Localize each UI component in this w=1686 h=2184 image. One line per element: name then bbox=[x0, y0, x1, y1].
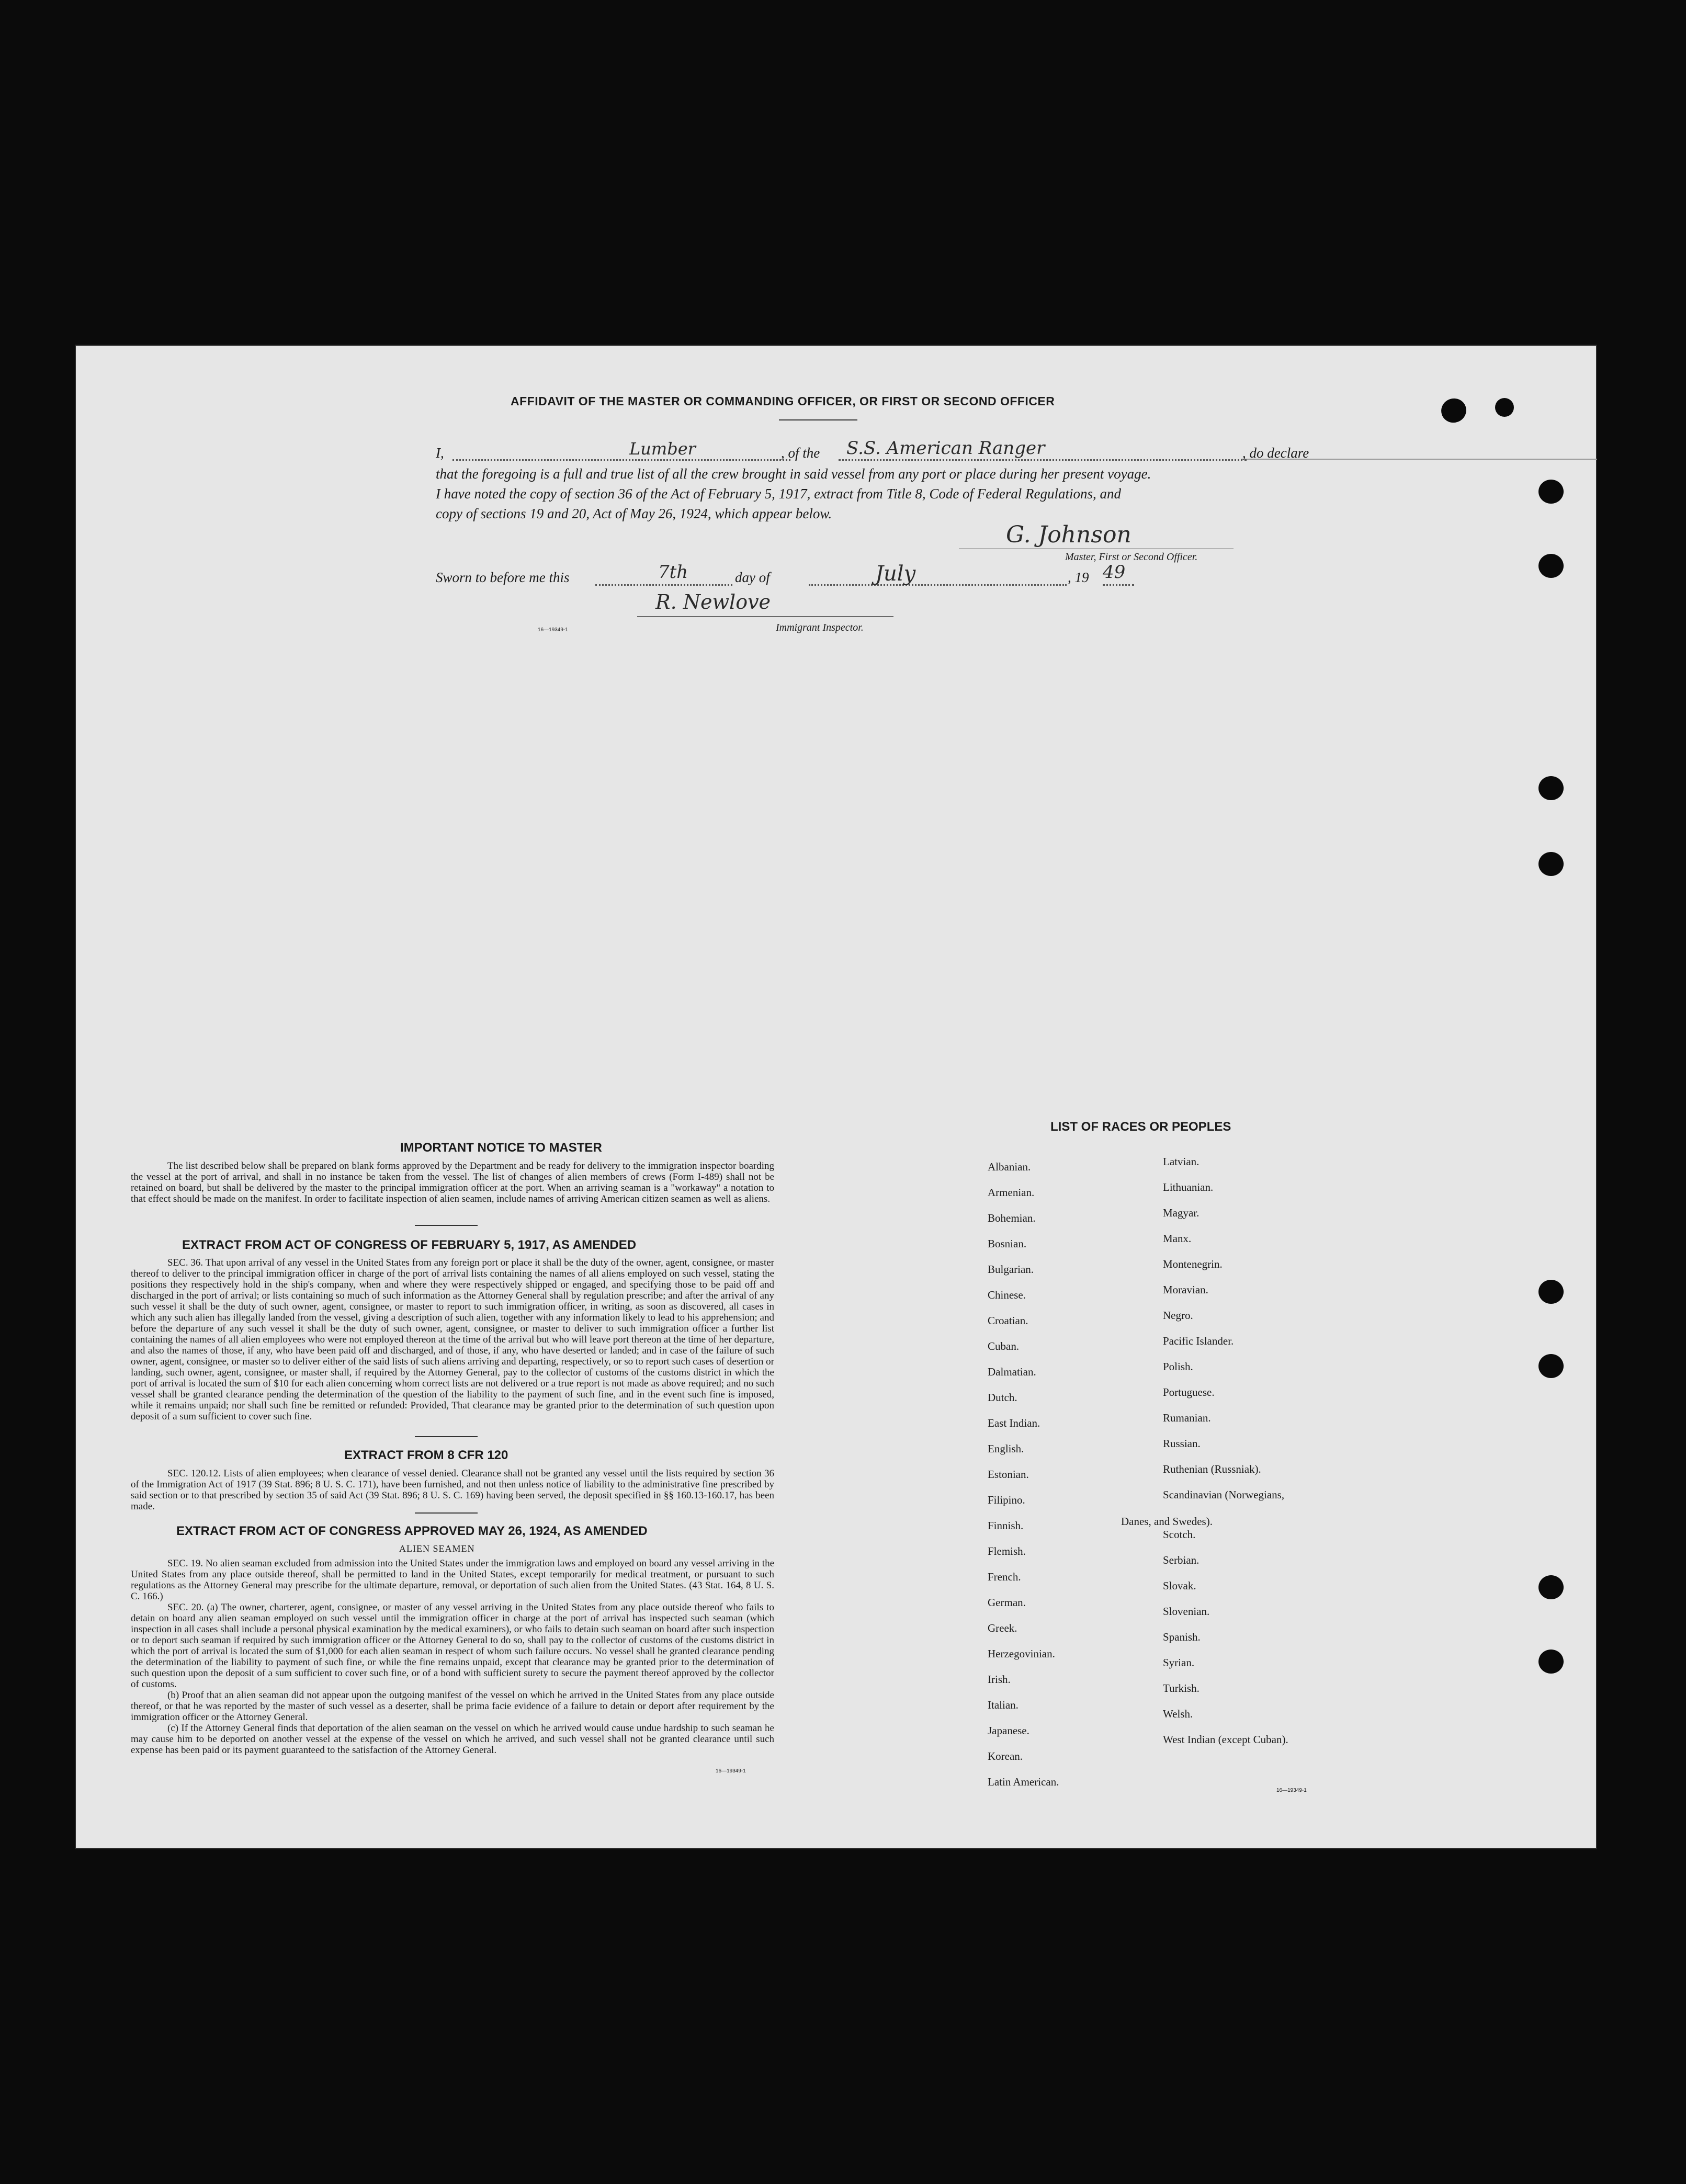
race-item: Filipino. bbox=[988, 1494, 1025, 1506]
race-item: Rumanian. bbox=[1163, 1412, 1211, 1424]
race-item: Cuban. bbox=[988, 1340, 1020, 1352]
race-item: Italian. bbox=[988, 1699, 1019, 1711]
inspector-caption: Immigrant Inspector. bbox=[776, 622, 864, 633]
affidavit-title: AFFIDAVIT OF THE MASTER OR COMMANDING OFFICER, OR FIRST OR SECOND OFFICER bbox=[511, 394, 1055, 408]
punch-hole bbox=[1538, 1650, 1564, 1674]
race-item: Polish. bbox=[1163, 1360, 1193, 1373]
race-item: Chinese. bbox=[988, 1289, 1026, 1301]
section-divider bbox=[415, 1436, 478, 1437]
affidavit-i-label: I, bbox=[436, 445, 444, 461]
punch-hole bbox=[1538, 852, 1564, 876]
race-item: Ruthenian (Russniak). bbox=[1163, 1463, 1261, 1475]
master-signature: G. Johnson bbox=[1006, 521, 1131, 548]
handwritten-name: Lumber bbox=[629, 439, 696, 459]
affidavit-line-3: I have noted the copy of section 36 of the Act of February 5, 1917, extract from Title 8, Code of Federal Regulations, and bbox=[436, 486, 1122, 502]
punch-hole bbox=[1538, 554, 1564, 578]
day-line bbox=[595, 584, 732, 586]
section-divider bbox=[415, 1225, 478, 1226]
handwritten-year: 49 bbox=[1103, 562, 1126, 583]
races-title: LIST OF RACES OR PEOPLES bbox=[1050, 1120, 1231, 1134]
race-item: Syrian. bbox=[1163, 1656, 1195, 1669]
race-item: Korean. bbox=[988, 1750, 1023, 1762]
punch-hole bbox=[1538, 480, 1564, 504]
race-item: Dalmatian. bbox=[988, 1366, 1036, 1378]
race-item: English. bbox=[988, 1442, 1024, 1455]
race-item: Serbian. bbox=[1163, 1554, 1200, 1566]
race-item: Japanese. bbox=[988, 1724, 1029, 1737]
race-item: Armenian. bbox=[988, 1186, 1035, 1199]
race-item: Moravian. bbox=[1163, 1283, 1208, 1296]
sec-19-body: SEC. 19. No alien seaman excluded from admission into the United States under the immigration laws and employed on board any vessel arriving in the United States from any place outside thereof, shall be permitted to land in the United States, except temporarily for medical treatment, or pursuant to such regulations as the Attorney General may prescribe for the ultimate departure, removal, or deportation of such alien from the United States. (43 Stat. 164, 8 U. S. C. 166.) bbox=[131, 1558, 774, 1602]
race-item: Slovenian. bbox=[1163, 1605, 1210, 1618]
race-item: West Indian (except Cuban). bbox=[1163, 1733, 1288, 1746]
punch-hole bbox=[1538, 1280, 1564, 1304]
race-item: German. bbox=[988, 1596, 1026, 1609]
race-item: Bulgarian. bbox=[988, 1263, 1034, 1276]
day-of-label: day of bbox=[735, 570, 770, 585]
sec-20c-body: (c) If the Attorney General finds that deportation of the alien seaman on the vessel on which he arrived would cause undue hardship to such seaman he may cause him to be deported on another vessel at the expense of the vessel on which he arrived, and such vessel shall not be granted clearance until such expense has been paid or its payment guaranteed to the satisfaction of the Attorney General. bbox=[131, 1723, 774, 1756]
affidavit-line-4: copy of sections 19 and 20, Act of May 26, 1924, which appear below. bbox=[436, 506, 832, 521]
affidavit-of-the: , of the bbox=[781, 445, 820, 461]
race-item: Turkish. bbox=[1163, 1682, 1200, 1694]
race-item: Croatian. bbox=[988, 1314, 1028, 1327]
race-item: Scandinavian (Norwegians, bbox=[1163, 1488, 1285, 1501]
punch-hole bbox=[1538, 1354, 1564, 1378]
race-item: East Indian. bbox=[988, 1417, 1040, 1429]
handwritten-vessel: S.S. American Ranger bbox=[846, 438, 1045, 459]
punch-hole bbox=[1495, 398, 1514, 417]
race-item: Flemish. bbox=[988, 1545, 1026, 1557]
master-caption: Master, First or Second Officer. bbox=[1065, 551, 1198, 563]
race-item: Pacific Islander. bbox=[1163, 1335, 1234, 1347]
extract-1924-subtitle: ALIEN SEAMEN bbox=[399, 1543, 475, 1554]
race-item: Albanian. bbox=[988, 1161, 1031, 1173]
race-item: Lithuanian. bbox=[1163, 1181, 1214, 1193]
affidavit-do-declare: , do declare bbox=[1242, 445, 1309, 461]
document-page bbox=[75, 345, 1597, 1849]
race-item: Manx. bbox=[1163, 1232, 1192, 1245]
race-item: Russian. bbox=[1163, 1437, 1201, 1450]
notice-title: IMPORTANT NOTICE TO MASTER bbox=[400, 1141, 602, 1155]
race-item: Magyar. bbox=[1163, 1207, 1200, 1219]
sworn-label: Sworn to before me this bbox=[436, 570, 570, 585]
race-scandinavian-continued: Danes, and Swedes). bbox=[1121, 1515, 1213, 1528]
sec-20a-body: SEC. 20. (a) The owner, charterer, agent, consignee, or master of any vessel arriving in the United States from any place outside thereof who fails to detain on board any alien seaman employed on such vessel until the immigration officer in charge at the port of arrival has inspected such seaman (which inspection in all cases shall include a personal physical examination by the medical examiners), or who fails to detain such seaman on board after such inspection or to deport such seaman if required by such immigration officer or the Attorney General to do so, shall pay to the collector of customs of the customs district in which the port of arrival is located the sum of $1,000 for each alien seaman in respect of whom such failure occurs. No vessel shall be granted clearance pending the determination of the liability to payment of such fine, or while the fine remains unpaid, except that clearance may be granted prior to the determination of such question upon the deposit of a sum sufficient to cover such fine, or of a bond with sufficient surety to secure the payment thereof approved by the collector of customs. bbox=[131, 1602, 774, 1690]
year-line bbox=[1103, 584, 1134, 586]
races-form-number: 16—19349-1 bbox=[1276, 1788, 1307, 1793]
name-line bbox=[452, 459, 790, 461]
extract-1924-form-number: 16—19349-1 bbox=[716, 1768, 746, 1774]
punch-hole bbox=[1438, 395, 1470, 426]
punch-hole bbox=[1538, 1575, 1564, 1599]
race-item: Latvian. bbox=[1163, 1155, 1200, 1168]
affidavit-form-number: 16—19349-1 bbox=[538, 627, 568, 633]
race-item: Herzegovinian. bbox=[988, 1647, 1055, 1660]
race-item: Finnish. bbox=[988, 1519, 1024, 1532]
notice-body: The list described below shall be prepared on blank forms approved by the Department and be ready for delivery to the immigration inspector boarding the vessel at the port of arrival, and shall in no instance be taken from the vessel. The list of changes of alien members of crews (Form I-489) shall not be retained on board, but shall be delivered by the master to the principal immigration officer at the port. When an arriving seaman is a "workaway" a notation to that effect should be made on the manifest. In order to facilitate inspection of alien seamen, include names of arriving American citizen seamen as well as aliens. bbox=[131, 1161, 774, 1204]
extract-cfr-title: EXTRACT FROM 8 CFR 120 bbox=[344, 1448, 508, 1462]
inspector-signature-line bbox=[637, 616, 893, 617]
handwritten-month: July bbox=[875, 562, 916, 586]
race-item: Portuguese. bbox=[1163, 1386, 1215, 1398]
race-item: French. bbox=[988, 1571, 1021, 1583]
handwritten-day: 7th bbox=[658, 562, 688, 583]
race-item: Montenegrin. bbox=[1163, 1258, 1223, 1270]
race-item: Irish. bbox=[988, 1673, 1011, 1686]
title-underline bbox=[779, 419, 857, 420]
year-prefix: , 19 bbox=[1068, 570, 1089, 585]
inspector-signature: R. Newlove bbox=[655, 590, 771, 613]
month-line bbox=[809, 584, 1067, 586]
extract-1917-body: SEC. 36. That upon arrival of any vessel in the United States from any foreign port or place it shall be the duty of the owner, agent, consignee, or master thereof to deliver to the principal immigration officer in charge of the port of arrival lists containing the names of all aliens employed on such vessel, stating the positions they respectively hold in the ship's company, when and where they were respectively shipped or engaged, and specifying those to be paid off and discharged in the port of arrival; or lists containing so much of such information as the Attorney General shall by regulation prescribe; and after the arrival of any such vessel it shall be the duty of such owner, agent, consignee, or master to report to such immigration officer, in writing, as soon as discovered, all cases in which any such alien has illegally landed from the vessel, giving a description of such alien, together with any information likely to lead to his apprehension; and before the departure of any such vessel it shall be the duty of such owner, agent, consignee, or master to deliver to such immigration officer a further list containing the names of all alien employees who were not employed thereon at the time of the arrival but who will leave port thereon at the time of her departure, and also the names of those, if any, who have been paid off and discharged, and of those, if any, who have deserted or landed; and in case of the failure of such owner, agent, consignee, or master so to deliver either of the said lists of such aliens arriving and departing, respectively, or so to report such cases of desertion or landing, such owner, agent, consignee, or master shall, if required by the Attorney General, pay to the collector of customs of the customs district in which the port of arrival is located the sum of $10 for each alien concerning whom correct lists are not delivered or a true report is not made as above required; and no such vessel shall be granted clearance pending the determination of the question of the liability to the payment of such fine, and in the event such fine is imposed, while it remains unpaid; nor shall such fine be remitted or refunded: Provided, That clearance may be granted prior to the determination of such question upon deposit of a sum sufficient to cover such fine. bbox=[131, 1257, 774, 1422]
race-item: Slovak. bbox=[1163, 1579, 1196, 1592]
punch-hole bbox=[1538, 776, 1564, 800]
race-item: Greek. bbox=[988, 1622, 1017, 1634]
race-item: Negro. bbox=[1163, 1309, 1193, 1322]
extract-1924-title: EXTRACT FROM ACT OF CONGRESS APPROVED MAY 26, 1924, AS AMENDED bbox=[176, 1524, 648, 1538]
race-item: Bohemian. bbox=[988, 1212, 1036, 1224]
race-item: Bosnian. bbox=[988, 1237, 1027, 1250]
race-item: Welsh. bbox=[1163, 1708, 1193, 1720]
affidavit-line-2: that the foregoing is a full and true list of all the crew brought in said vessel from any port or place during her present voyage. bbox=[436, 466, 1151, 482]
sec-20b-body: (b) Proof that an alien seaman did not appear upon the outgoing manifest of the vessel on which he arrived in the United States from any place outside thereof, or that he was reported by the master of such vessel as a deserter, shall be prima facie evidence of a failure to detain or deport after requirement by the immigration officer or the Attorney General. bbox=[131, 1690, 774, 1723]
section-divider bbox=[415, 1512, 478, 1514]
race-item: Estonian. bbox=[988, 1468, 1029, 1481]
race-item: Dutch. bbox=[988, 1391, 1017, 1404]
race-item: Scotch. bbox=[1163, 1528, 1196, 1541]
vessel-line bbox=[839, 459, 1247, 461]
race-item: Latin American. bbox=[988, 1776, 1059, 1788]
extract-1917-title: EXTRACT FROM ACT OF CONGRESS OF FEBRUARY 5, 1917, AS AMENDED bbox=[182, 1238, 637, 1252]
extract-cfr-body: SEC. 120.12. Lists of alien employees; when clearance of vessel denied. Clearance shall not be granted any vessel until the lists required by section 36 of the Immigration Act of 1917 (39 Stat. 896; 8 U. S. C. 171), have been furnished, and not then unless notice of liability to the administrative fine prescribed by said section or to that prescribed by section 35 of said Act (39 Stat. 896; 8 U. S. C. 169) having been served, the deposit specified in §§ 160.13-160.17, has been made. bbox=[131, 1468, 774, 1512]
race-item: Spanish. bbox=[1163, 1631, 1201, 1643]
